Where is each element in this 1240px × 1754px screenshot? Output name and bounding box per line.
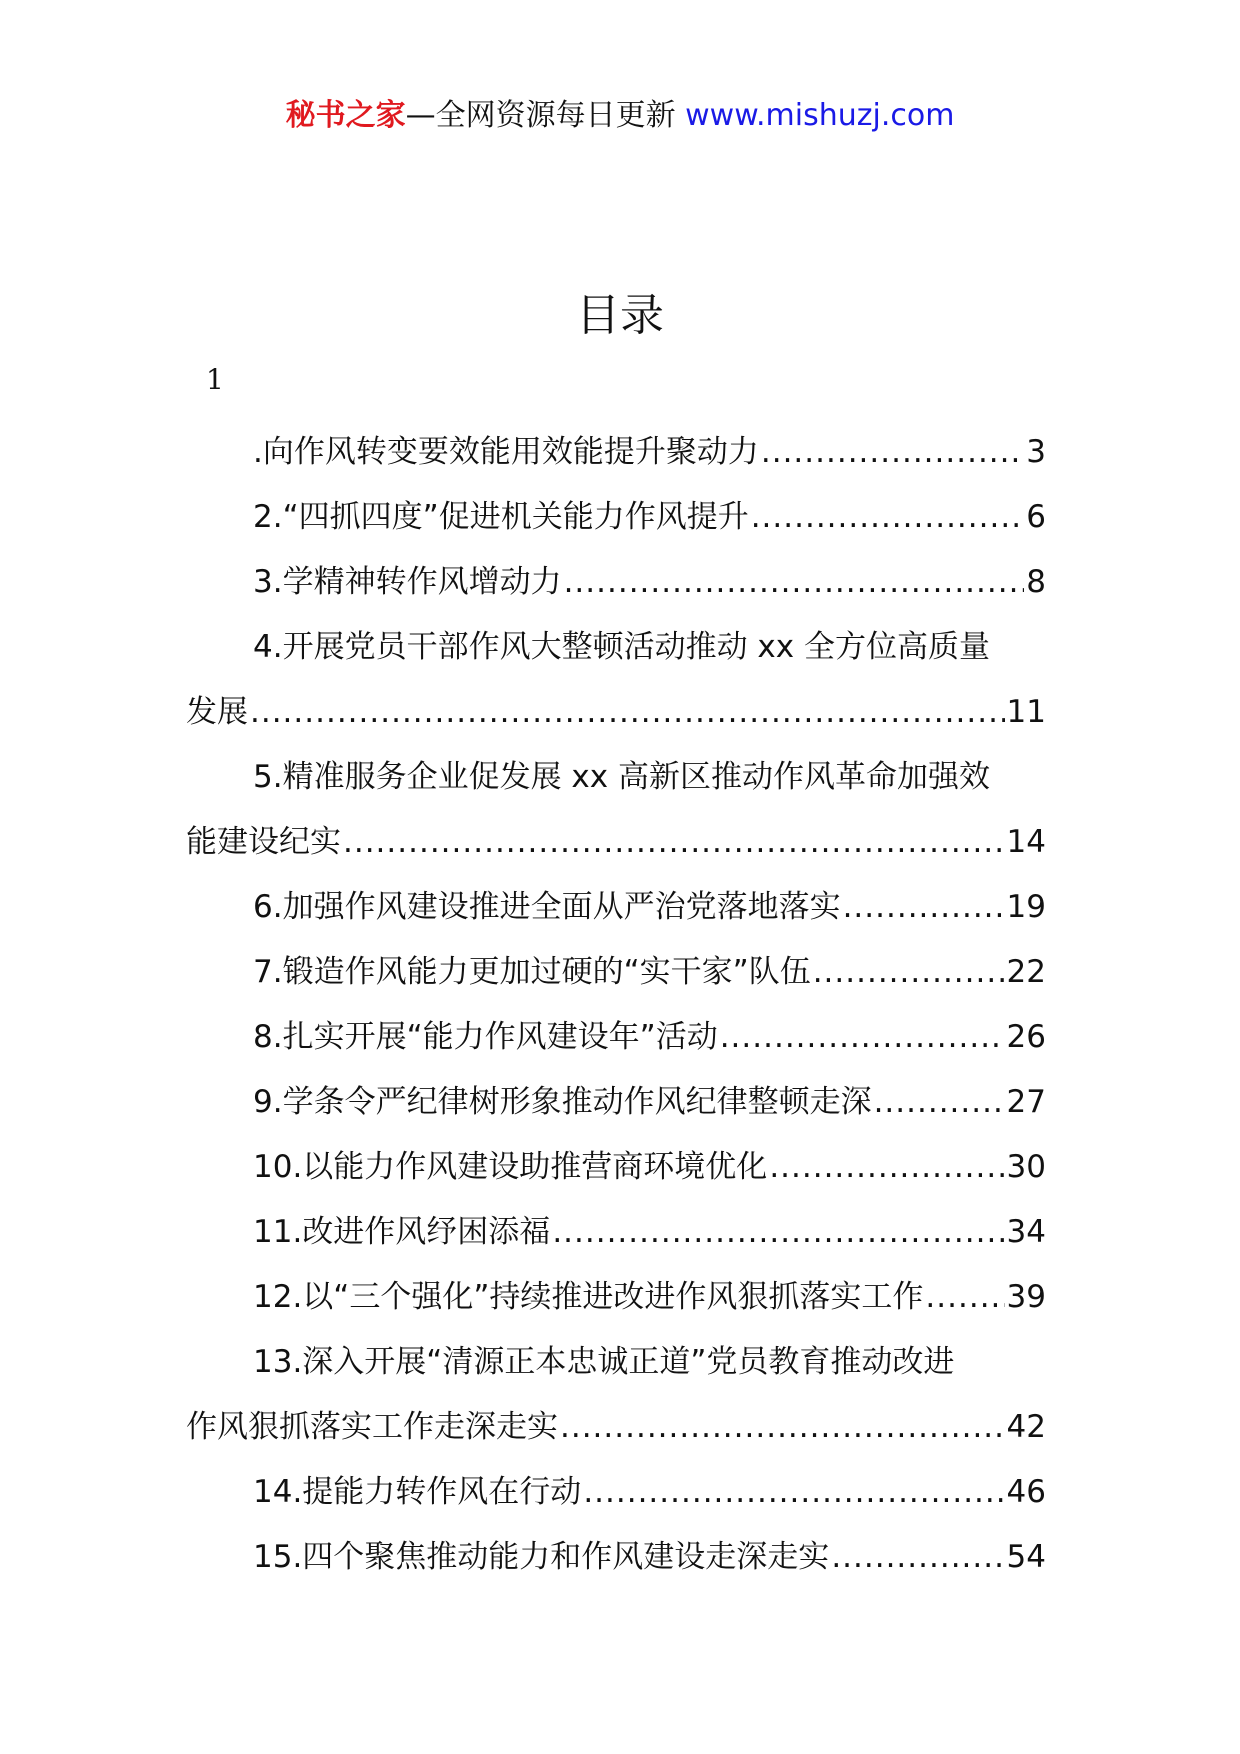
dot-leader [769, 1135, 1004, 1200]
toc-entry-title: 作风狠抓落实工作走深走实 [186, 1409, 558, 1445]
dot-leader [583, 1460, 1004, 1525]
toc-entry-line [186, 1330, 1046, 1395]
toc-entry-title: 14.提能力转作风在行动 [253, 1474, 582, 1510]
dot-leader [813, 940, 1005, 1005]
toc-page-number: 22 [1006, 954, 1046, 990]
toc-entry-line [186, 1265, 1046, 1330]
toc-entry-line [186, 1070, 1046, 1135]
toc-page-number: 19 [1006, 889, 1046, 925]
toc-page-number: 46 [1006, 1474, 1046, 1510]
toc-page-number: 8 [1026, 564, 1046, 600]
toc-entry[interactable] [186, 550, 1046, 615]
toc-entry[interactable] [186, 940, 1046, 1005]
toc-page-number: 6 [1026, 499, 1046, 535]
toc-entry[interactable] [186, 485, 1046, 550]
toc-entry-title: 8.扎实开展“能力作风建设年”活动 [253, 1019, 718, 1055]
toc-page-number: 26 [1006, 1019, 1046, 1055]
page-marker: 1 [206, 363, 224, 396]
toc-entry-title: .向作风转变要效能用效能提升聚动力 [253, 434, 759, 470]
toc-entry-title: 9.学条令严纪律树形象推动作风纪律整顿走深 [253, 1084, 872, 1120]
dot-leader [250, 680, 1005, 745]
toc-page-number: 11 [1006, 694, 1046, 730]
toc-page-number: 39 [1006, 1279, 1046, 1315]
toc-entry-line [186, 1005, 1046, 1070]
toc-entry-title: 10.以能力作风建设助推营商环境优化 [253, 1149, 768, 1185]
toc-entry-line [186, 615, 1046, 680]
site-header [0, 96, 1240, 136]
toc-page-number: 42 [1006, 1409, 1046, 1445]
header-tagline: —全网资源每日更新 [405, 98, 686, 133]
toc-entry-title: 能建设纪实 [186, 824, 341, 860]
toc-entry[interactable] [186, 615, 1046, 745]
toc-entry[interactable] [186, 875, 1046, 940]
toc-entry-line [186, 745, 1046, 810]
toc-entry-title: 4.开展党员干部作风大整顿活动推动 xx 全方位高质量 [253, 629, 990, 665]
toc-entry-line [186, 1395, 1046, 1460]
toc-entry-line [186, 1460, 1046, 1525]
dot-leader [874, 1070, 1005, 1135]
toc-entry[interactable] [186, 1135, 1046, 1200]
dot-leader [564, 550, 1025, 615]
toc-entry-line [186, 875, 1046, 940]
toc-entry[interactable] [186, 1200, 1046, 1265]
toc-entry-line [186, 420, 1046, 485]
toc-entry-title: 7.锻造作风能力更加过硬的“实干家”队伍 [253, 954, 811, 990]
toc-entry-title: 15.四个聚焦推动能力和作风建设走深走实 [253, 1539, 830, 1575]
site-url-link[interactable]: www.mishuzj.com [685, 98, 955, 133]
toc-entry[interactable] [186, 745, 1046, 875]
toc-entry-line [186, 810, 1046, 875]
toc-page-number: 34 [1006, 1214, 1046, 1250]
dot-leader [751, 485, 1025, 550]
toc-entry-line [186, 550, 1046, 615]
page-title: 目录 [576, 290, 664, 341]
dot-leader [343, 810, 1005, 875]
brand-name: 秘书之家 [285, 98, 406, 133]
toc-page-number: 14 [1006, 824, 1046, 860]
toc-entry-title: 2.“四抓四度”促进机关能力作风提升 [253, 499, 749, 535]
toc-page-number: 30 [1006, 1149, 1046, 1185]
toc-entry[interactable] [186, 1265, 1046, 1330]
toc-entry-line [186, 1135, 1046, 1200]
toc-entry[interactable] [186, 1070, 1046, 1135]
toc-entry[interactable] [186, 1525, 1046, 1590]
toc-entry-line [186, 680, 1046, 745]
toc-entry-line [186, 940, 1046, 1005]
toc-page-number: 54 [1006, 1539, 1046, 1575]
dot-leader [831, 1525, 1004, 1590]
dot-leader [843, 875, 1005, 940]
toc-entry-title: 12.以“三个强化”持续推进改进作风狠抓落实工作 [253, 1279, 924, 1315]
toc-entry-title: 发展 [186, 694, 248, 730]
toc-entry-line [186, 1200, 1046, 1265]
toc-entry[interactable] [186, 1005, 1046, 1070]
dot-leader [925, 1265, 1004, 1330]
toc-entry[interactable] [186, 1460, 1046, 1525]
toc-entry-title: 6.加强作风建设推进全面从严治党落地落实 [253, 889, 841, 925]
dot-leader [560, 1395, 1005, 1460]
toc-entry-title: 13.深入开展“清源正本忠诚正道”党员教育推动改进 [253, 1344, 955, 1380]
dot-leader [761, 420, 1024, 485]
toc-entry[interactable] [186, 420, 1046, 485]
toc-page-number: 27 [1006, 1084, 1046, 1120]
dot-leader [552, 1200, 1004, 1265]
dot-leader [720, 1005, 1005, 1070]
toc-entry-title: 3.学精神转作风增动力 [253, 564, 562, 600]
toc-page-number: 3 [1026, 434, 1046, 470]
toc-entry[interactable] [186, 1330, 1046, 1460]
toc-entry-title: 11.改进作风纾困添福 [253, 1214, 551, 1250]
toc-entry-line [186, 485, 1046, 550]
toc-entry-title: 5.精准服务企业促发展 xx 高新区推动作风革命加强效 [253, 759, 990, 795]
table-of-contents [186, 420, 1046, 1590]
toc-entry-line [186, 1525, 1046, 1590]
